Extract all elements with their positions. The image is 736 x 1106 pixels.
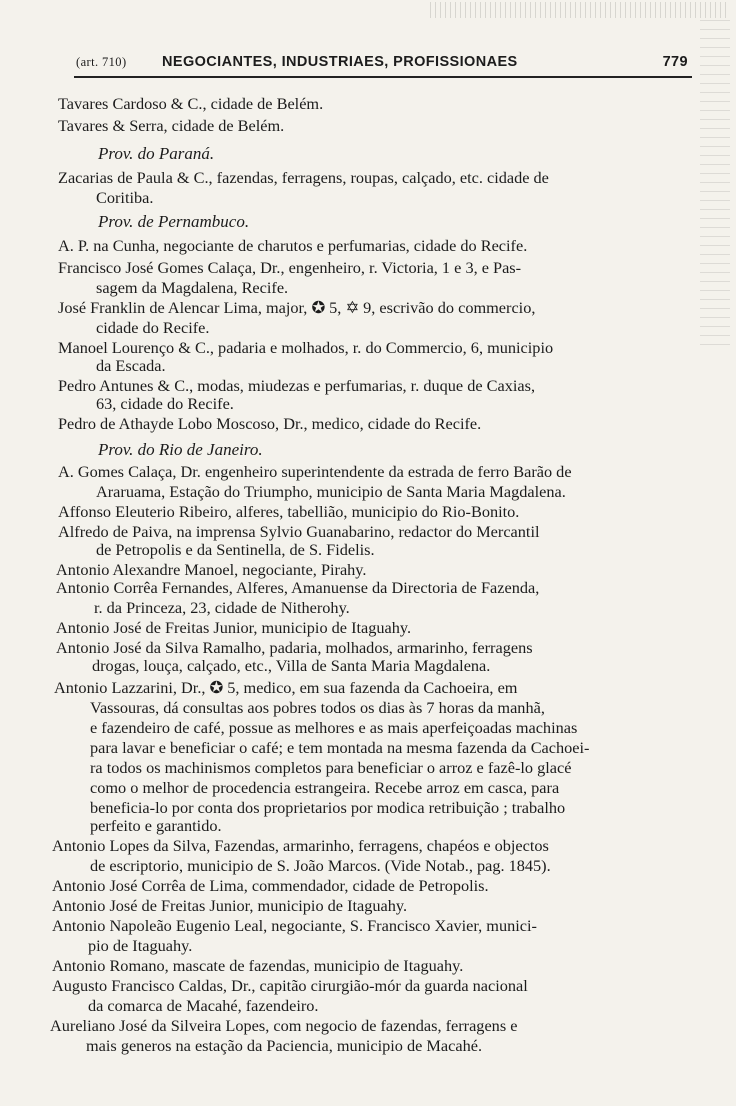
entry-line: Antonio Lazzarini, Dr., ✪ 5, medico, em sua fazenda da Cachoeira, em	[54, 678, 518, 697]
entry-line: sagem da Magdalena, Recife.	[96, 278, 289, 297]
entry-line: mais generos na estação da Paciencia, municipio de Macahé.	[86, 1036, 483, 1055]
entry-line: de Petropolis e da Sentinella, de S. Fidelis.	[96, 540, 375, 559]
entry-line: Antonio Lopes da Silva, Fazendas, armarinho, ferragens, chapéos e objectos	[52, 836, 549, 855]
entry-line: Antonio José de Freitas Junior, municipio de Itaguahy.	[52, 896, 408, 915]
entry-line: para lavar e beneficiar o café; e tem montada na mesma fazenda da Cachoei-	[90, 738, 590, 757]
entry-line: Antonio José da Silva Ramalho, padaria, molhados, armarinho, ferragens	[56, 638, 533, 657]
entry-line: cidade do Recife.	[96, 318, 210, 337]
province-heading: Prov. de Pernambuco.	[98, 212, 250, 231]
entry-line: perfeito e garantido.	[90, 816, 222, 835]
entry-line: Francisco José Gomes Calaça, Dr., engenheiro, r. Victoria, 1 e 3, e Pas-	[58, 258, 522, 277]
entry-line: Antonio Romano, mascate de fazendas, municipio de Itaguahy.	[52, 956, 464, 975]
entry-line: Aureliano José da Silveira Lopes, com negocio de fazendas, ferragens e	[50, 1016, 518, 1035]
scan-noise	[430, 2, 730, 18]
entry-line: beneficia-lo por conta dos proprietarios por modica retribuição ; trabalho	[90, 798, 566, 817]
entry-line: drogas, louça, calçado, etc., Villa de Santa Maria Magdalena.	[92, 656, 491, 675]
entry-line: Augusto Francisco Caldas, Dr., capitão cirurgião-mór da guarda nacional	[52, 976, 528, 995]
entry-line: Manoel Lourenço & C., padaria e molhados, r. do Commercio, 6, municipio	[58, 338, 554, 357]
entry-line: José Franklin de Alencar Lima, major, ✪ 5, ✡ 9, escrivão do commercio,	[58, 298, 536, 317]
entry-line: de escriptorio, municipio de S. João Marcos. (Vide Notab., pag. 1845).	[90, 856, 551, 875]
running-header	[74, 52, 692, 78]
entry-line: Antonio Alexandre Manoel, negociante, Pirahy.	[56, 560, 367, 579]
entry-line: como o melhor de procedencia estrangeira. Recebe arroz em casca, para	[90, 778, 560, 797]
entry-line: 63, cidade do Recife.	[96, 394, 234, 413]
province-heading: Prov. do Paraná.	[98, 144, 215, 163]
section-title: NEGOCIANTES, INDUSTRIAES, PROFISSIONAES	[162, 54, 518, 70]
province-heading: Prov. do Rio de Janeiro.	[98, 440, 263, 459]
entry-line: Antonio Napoleão Eugenio Leal, negociante, S. Francisco Xavier, munici-	[52, 916, 537, 935]
entry-line: e fazendeiro de café, possue as melhores e as mais aperfeiçoadas machinas	[90, 718, 578, 737]
entry-line: pio de Itaguahy.	[88, 936, 193, 955]
entry-line: Alfredo de Paiva, na imprensa Sylvio Guanabarino, redactor do Mercantil	[58, 522, 540, 541]
entry-line: A. P. na Cunha, negociante de charutos e perfumarias, cidade do Recife.	[58, 236, 528, 255]
entry-line: ra todos os machinismos completos para beneficiar o arroz e fazê-lo glacé	[90, 758, 572, 777]
entry-line: Affonso Eleuterio Ribeiro, alferes, tabellião, municipio do Rio-Bonito.	[58, 502, 520, 521]
entry-line: Antonio José Corrêa de Lima, commendador, cidade de Petropolis.	[52, 876, 489, 895]
scan-edge-marks	[700, 20, 730, 350]
entry-line: Antonio Corrêa Fernandes, Alferes, Amanuense da Directoria de Fazenda,	[56, 578, 540, 597]
entry-line: r. da Princeza, 23, cidade de Nitherohy.	[94, 598, 350, 617]
entry-line: Zacarias de Paula & C., fazendas, ferragens, roupas, calçado, etc. cidade de	[58, 168, 549, 187]
article-reference: (art. 710)	[76, 55, 127, 69]
entry-line: Tavares & Serra, cidade de Belém.	[58, 116, 285, 135]
entry-line: A. Gomes Calaça, Dr. engenheiro superintendente da estrada de ferro Barão de	[58, 462, 572, 481]
entry-line: Pedro Antunes & C., modas, miudezas e perfumarias, r. duque de Caxias,	[58, 376, 536, 395]
entry-line: Pedro de Athayde Lobo Moscoso, Dr., medico, cidade do Recife.	[58, 414, 482, 433]
entry-line: Coritiba.	[96, 188, 154, 207]
entry-line: Antonio José de Freitas Junior, municipio de Itaguahy.	[56, 618, 412, 637]
entry-line: da Escada.	[96, 356, 166, 375]
entry-line: Araruama, Estação do Triumpho, municipio de Santa Maria Magdalena.	[96, 482, 566, 501]
entry-line: da comarca de Macahé, fazendeiro.	[88, 996, 319, 1015]
entry-line: Vassouras, dá consultas aos pobres todos os dias às 7 horas da manhã,	[90, 698, 545, 717]
entry-line: Tavares Cardoso & C., cidade de Belém.	[58, 94, 324, 113]
page-number: 779	[662, 54, 688, 70]
